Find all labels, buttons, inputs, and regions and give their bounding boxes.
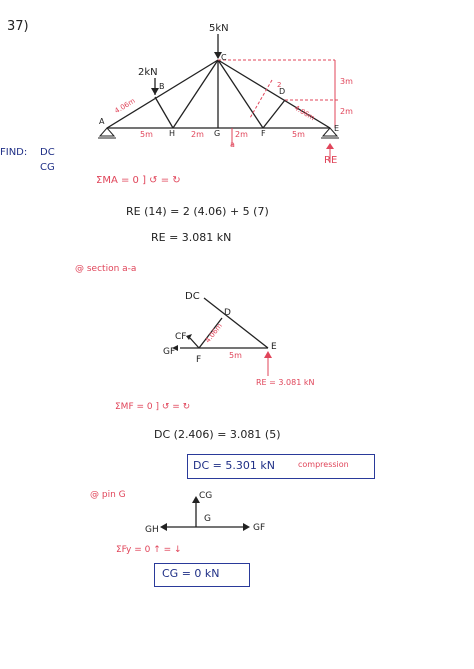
find-label: FIND: [0,147,28,158]
dim-fe: 5m [292,130,305,139]
result-cg: CG = 0 kN [162,567,220,580]
dim-height-2: 2m [340,107,353,116]
pin-title: @ pin G [90,490,126,500]
sec-label-dc: DC [185,291,200,302]
sec-label-cf: CF [175,332,187,342]
section-label: a [230,140,235,149]
pin-eq: ΣFy = 0 ↑ = ↓ [116,545,182,555]
node-h-label: H [169,129,176,138]
sec-label-d: D [224,308,231,318]
pin-label-gh: GH [145,525,159,535]
pin-label-g: G [204,514,211,524]
result-dc-tag: compression [298,460,349,469]
find-item-cg: CG [40,162,55,173]
problem-number: 37) [7,19,29,34]
node-b-label: B [159,82,165,91]
sec-label-f: F [196,355,202,365]
sec-reaction-re: RE = 3.081 kN [256,378,315,387]
node-f-label: F [261,129,266,138]
node-c-label: C [221,53,227,62]
moment-header: ΣMA = 0 ] ↺ = ↻ [96,175,181,186]
sec-dim-fd: 4.06m [203,321,224,345]
load-b-label: 2kN [138,67,158,78]
sec-dim-fe: 5m [229,351,242,360]
dim-ah: 5m [140,130,153,139]
node-a-label: A [99,117,105,126]
moment-eq-line1: RE (14) = 2 (4.06) + 5 (7) [126,205,269,218]
reaction-re-label: RE [324,155,338,166]
sec-label-e: E [271,342,277,352]
pin-label-gf: GF [253,523,266,533]
dim-height-3: 3m [340,77,353,86]
load-c-label: 5kN [209,23,229,34]
moment-eq-line2: RE = 3.081 kN [151,231,232,244]
node-e-label: E [334,124,340,133]
dim-de: 4.06m [292,103,317,123]
dim-d-arrow: 2 [277,81,282,89]
node-d-label: D [279,87,286,96]
node-g-label: G [214,129,221,138]
dim-gf: 2m [235,130,248,139]
sec-moment-eq: DC (2.406) = 3.081 (5) [154,428,281,441]
result-dc: DC = 5.301 kN [193,459,275,472]
find-item-dc: DC [40,147,55,158]
sec-moment-header: ΣMF = 0 ] ↺ = ↻ [115,402,191,412]
pin-label-cg: CG [199,491,213,501]
dim-hg: 2m [191,130,204,139]
sec-label-gf: GF [163,347,176,357]
dim-ab: 4.06m [113,96,137,116]
section-title: @ section a-a [75,264,137,274]
